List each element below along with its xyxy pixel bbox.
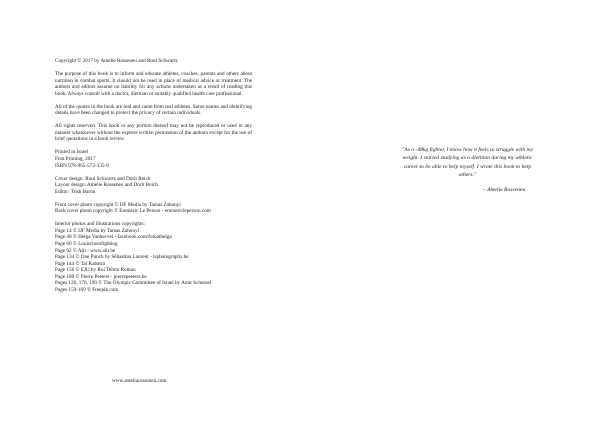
quote-line: "As a -48kg fighter, I know how it feels to struggle with my xyxy=(401,147,534,153)
quotes-paragraph: All of the quotes in the book are real and came from real athletes. Some names and identifying details have been changed to protect the privacy of certain individuals. xyxy=(55,103,252,117)
interior-credit-item: Page 180 © Pierre Peeters - pierrepeeters.be xyxy=(55,273,147,280)
cover-photo-credits xyxy=(55,202,252,215)
quote-line: career to be able to help myself. I wrote this book to help xyxy=(403,163,532,170)
design-credits xyxy=(55,176,252,196)
interior-credit-item: Page 14 © IJF Media by Tamas Zahonyi xyxy=(55,227,140,234)
front-cover-credit: Front cover photo copyright © IJF Media by Tamas Zahonyi xyxy=(55,201,181,208)
interior-credits-heading: Interior photos and illustrations copyrights: xyxy=(55,221,145,228)
quote-line: weight. I started studying as a dietitian during my athletic xyxy=(402,155,533,162)
interior-credit-item: Pages 126, 170, 190 © The Olympic Committee of Israel by Amit Schussel xyxy=(55,280,212,287)
first-printing-line: First Printing, 2017 xyxy=(55,156,96,163)
interior-credit-item: Page 92 © Alit - www.alit.be xyxy=(55,247,116,254)
back-cover-credit: Back cover photo copyright © Emmeric Le Person - emmericleperson.com xyxy=(55,208,211,215)
isbn-line: ISBN 978-965-572-335-9 xyxy=(55,162,109,169)
purpose-paragraph: The purpose of this book is to inform and educate athletes, coaches, parents and others about nutrition in combat sports. It should not be used in place of medical advice or treatment. The authors and editors assume no liability for any actions undertaken as a result of reading this book. Always consult with a doctor, dietitian or suitably qualified health care professional. xyxy=(55,71,252,97)
printed-in-line: Printed in Israel xyxy=(55,149,89,156)
interior-credit-item: Page 144 © Tal Kabatra xyxy=(55,260,105,267)
quote-attribution: – Amelie Rosseneu xyxy=(483,187,526,193)
copyright-line: Copyright © 2017 by Amelie Rosseneu and Roni Schwartz xyxy=(55,58,178,64)
interior-credits xyxy=(55,221,252,293)
epigraph-quote xyxy=(365,146,570,180)
quote-line: others." xyxy=(458,172,477,179)
cover-design-line: Cover design: Roni Schwartz and Dorit Reich xyxy=(55,175,151,182)
interior-credit-item: Page 40 © Helga Vanhecvel - facebook.com/fotoathelga xyxy=(55,234,172,241)
dedication-page xyxy=(300,0,600,444)
layout-design-line: Layout design: Amelie Rosseneu and Dorit Reich xyxy=(55,182,158,189)
editor-line: Editor: Trish Baron xyxy=(55,188,96,195)
rights-paragraph: All rights reserved. This book or any portion thereof may not be reproduced or used in any manner whatsoever without the express written permission of the authors except for the use of brief quotations in a book review. xyxy=(55,123,252,143)
website-url: www.ameliarosseneu.com xyxy=(112,378,167,384)
copyright-block xyxy=(55,58,252,300)
interior-credit-item: Page 156 © EJU by Rui Telmo Romao xyxy=(55,267,136,274)
printing-info xyxy=(55,149,252,169)
interior-credit-item: Page 60 © Louischorsfighting xyxy=(55,240,118,247)
interior-credit-item: Page 134 © One Punch by Sébastian Laurent - lsphotography.be xyxy=(55,254,189,261)
interior-credit-item: Pages 159-169 © Freepik.com xyxy=(55,286,119,293)
